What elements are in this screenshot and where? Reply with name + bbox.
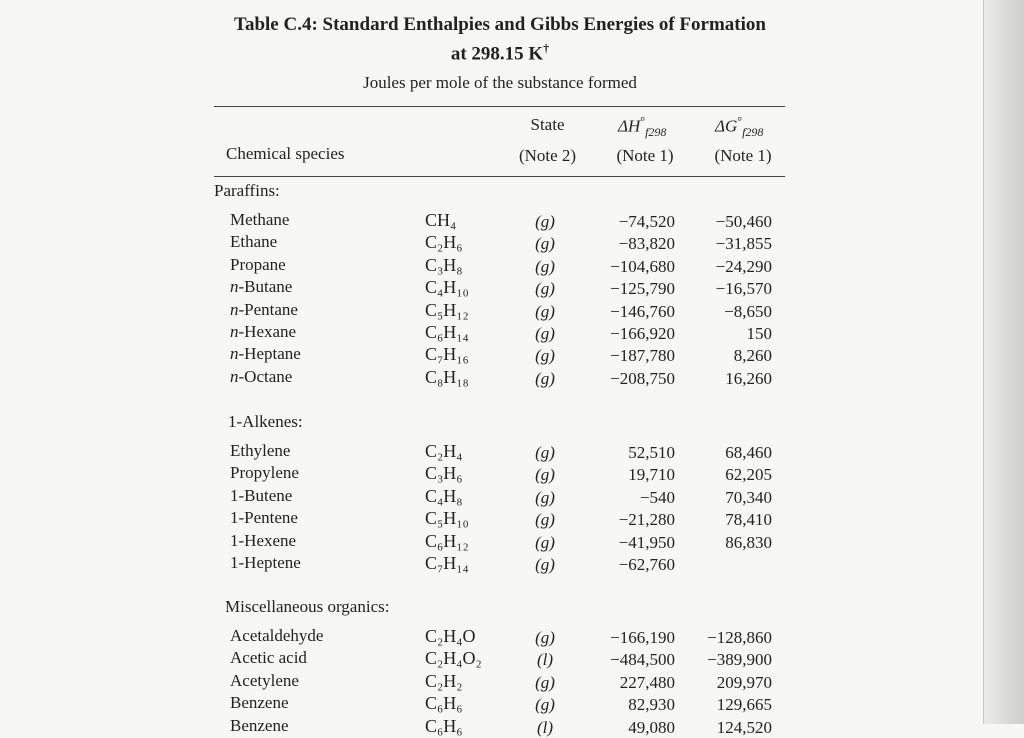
chemical-formula: C₂H₂ (425, 670, 463, 691)
state-value: (g) (535, 555, 555, 574)
species-name: Acetic acid (230, 648, 307, 668)
table-title: Table C.4: Standard Enthalpies and Gibbs Energies of Formation (234, 14, 766, 35)
state-value: (g) (535, 279, 555, 299)
chemical-formula: C₄H₁₀ (425, 277, 469, 298)
state-value: (g) (535, 368, 555, 388)
enthalpy-value: −208,750 (610, 368, 675, 388)
enthalpy-value: −83,820 (618, 234, 675, 254)
state-value: (l) (536, 717, 554, 737)
gibbs-value: 124,520 (716, 717, 772, 737)
state-value: (g) (535, 212, 555, 231)
section-title: Miscellaneous organics: (225, 597, 390, 616)
species-name: 1-Heptene (230, 553, 301, 572)
enthalpy-value: −41,950 (618, 532, 675, 552)
gibbs-value: 70,340 (725, 487, 772, 507)
species-name: n-Butane (230, 277, 293, 297)
enthalpy-value: 49,080 (628, 717, 675, 737)
enthalpy-note: (Note 1) (616, 146, 674, 165)
species-name: n-Pentane (230, 299, 298, 319)
state-value: (g) (535, 672, 555, 692)
enthalpy-value: −62,760 (618, 555, 675, 574)
species-name: 1-Hexene (230, 530, 297, 550)
chemical-formula: C₂H₄O (425, 626, 476, 646)
gibbs-value: 86,830 (725, 532, 772, 552)
state-value: (g) (535, 324, 555, 343)
enthalpy-value: −21,280 (618, 510, 675, 530)
species-name: 1-Butene (230, 485, 293, 505)
gibbs-value: 16,260 (725, 368, 772, 388)
species-name: Methane (230, 210, 290, 229)
gibbs-value: 62,205 (725, 465, 772, 485)
enthalpy-value: 52,510 (628, 443, 675, 462)
state-value: (g) (535, 256, 555, 276)
enthalpy-value: −540 (639, 487, 675, 507)
gibbs-value: −128,860 (707, 628, 772, 647)
species-name: Acetaldehyde (230, 626, 324, 645)
chemical-formula: C₃H₆ (425, 463, 463, 484)
species-name: Benzene (230, 693, 289, 713)
chemical-formula: C₅H₁₂ (425, 299, 469, 320)
gibbs-value: −24,290 (715, 256, 772, 276)
header-rule (214, 176, 785, 177)
state-value: (g) (535, 346, 555, 366)
species-name: Ethane (230, 232, 278, 252)
enthalpy-header: $\Delta H^\circ_{f298}$ (618, 114, 667, 140)
state-value: (g) (535, 443, 555, 462)
chemical-formula: C₇H₁₄ (425, 553, 469, 573)
gibbs-header: $\Delta G^\circ_{f298}$ (715, 114, 764, 140)
gibbs-value: 78,410 (725, 510, 772, 530)
chemical-formula: C₇H₁₆ (425, 344, 469, 365)
dagger-mark: † (543, 41, 550, 55)
chemical-formula: C₂H₆ (425, 232, 463, 253)
enthalpy-value: −74,520 (618, 212, 675, 231)
gibbs-value: 8,260 (733, 346, 772, 366)
enthalpy-value: 227,480 (619, 672, 675, 692)
gibbs-value: 209,970 (716, 672, 772, 692)
chemical-formula: CH₄ (425, 210, 457, 230)
chemical-formula: C₄H₈ (425, 485, 463, 506)
species-name: Benzene (230, 715, 289, 735)
enthalpy-value: 82,930 (628, 695, 675, 715)
state-header: State (530, 115, 565, 134)
state-value: (g) (535, 234, 555, 254)
state-value: (g) (535, 628, 555, 647)
species-name: n-Octane (230, 366, 293, 386)
chemical-formula: C₂H₄ (425, 441, 463, 461)
enthalpy-value: −125,790 (610, 279, 675, 299)
species-name: n-Hexane (230, 322, 297, 341)
chemical-formula: C₆H₆ (425, 715, 463, 736)
section-title: 1-Alkenes: (228, 412, 303, 431)
state-value: (g) (535, 695, 555, 715)
gibbs-note: (Note 1) (714, 146, 772, 165)
gibbs-value: −50,460 (715, 212, 772, 231)
gibbs-value: 150 (746, 324, 772, 343)
enthalpy-value: −104,680 (610, 256, 675, 276)
gibbs-value: −8,650 (724, 301, 772, 321)
species-name: Ethylene (230, 441, 291, 460)
chemical-formula: C₅H₁₀ (425, 508, 469, 529)
top-rule (214, 106, 785, 107)
enthalpy-value: −166,920 (610, 324, 675, 343)
enthalpy-value: −187,780 (610, 346, 675, 366)
species-name: 1-Pentene (230, 508, 298, 528)
chemical-formula: C₆H₁₄ (425, 322, 469, 342)
chemical-formula: C₆H₆ (425, 693, 463, 714)
table-title-line2: at 298.15 K† (450, 41, 550, 65)
chemical-formula: C₆H₁₂ (425, 530, 469, 551)
section-title: Paraffins: (214, 181, 280, 200)
state-value: (g) (535, 532, 555, 552)
species-name: Acetylene (230, 670, 299, 690)
state-note: (Note 2) (518, 146, 577, 165)
enthalpy-value: −146,760 (610, 301, 675, 321)
species-header: Chemical species (226, 144, 345, 163)
state-value: (l) (536, 650, 554, 670)
state-value: (g) (535, 465, 555, 485)
chemical-formula: C₂H₄O₂ (425, 648, 482, 669)
enthalpy-value: −484,500 (610, 650, 675, 670)
gibbs-value: −16,570 (715, 279, 772, 299)
gibbs-value: 68,460 (725, 443, 772, 462)
state-value: (g) (535, 487, 555, 507)
species-name: Propylene (230, 463, 299, 483)
chemical-formula: C₈H₁₈ (425, 366, 469, 387)
gibbs-value: 129,665 (716, 695, 772, 715)
gibbs-value: −389,900 (707, 650, 772, 670)
enthalpy-value: −166,190 (610, 628, 675, 647)
table-subtitle: Joules per mole of the substance formed (363, 73, 637, 92)
enthalpy-value: 19,710 (628, 465, 675, 485)
scan-page-edge (983, 0, 1024, 724)
state-value: (g) (535, 510, 555, 530)
state-value: (g) (535, 301, 555, 321)
species-name: Propane (230, 254, 286, 274)
gibbs-value: −31,855 (715, 234, 772, 254)
chemical-formula: C₃H₈ (425, 254, 463, 275)
species-name: n-Heptane (230, 344, 301, 364)
